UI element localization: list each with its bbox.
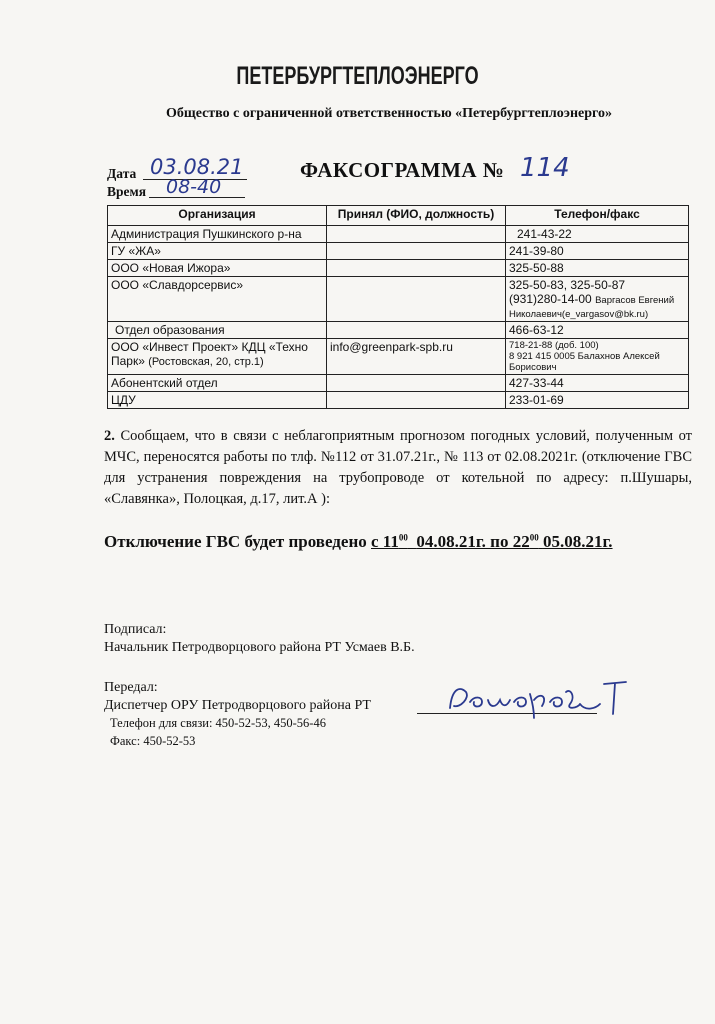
cell-org: ГУ «ЖА» xyxy=(108,243,327,260)
contact-fax: Факс: 450-52-53 xyxy=(110,734,196,748)
contact-phone: Телефон для связи: 450-52-53, 450-56-46 xyxy=(110,716,326,730)
time-value: 08-40 xyxy=(166,176,222,198)
cell-phone xyxy=(506,277,689,322)
cell-received xyxy=(327,392,506,409)
shutdown-notice xyxy=(104,532,613,552)
cell-received xyxy=(327,277,506,322)
transmitted-label: Передал: xyxy=(104,680,158,695)
table-row xyxy=(108,260,689,277)
signed-person: Начальник Петродворцового района РТ Усмаев В.Б. xyxy=(104,640,415,655)
cell-phone: 427-33-44 xyxy=(506,375,689,392)
fax-number: 114 xyxy=(520,153,570,183)
notice-period xyxy=(371,532,613,551)
cell-org xyxy=(108,322,327,339)
phone-value: 325-50-83, 325-50-87 xyxy=(509,278,626,292)
transmitted-person: Диспетчер ОРУ Петродворцового района РТ xyxy=(104,698,371,713)
signed-label: Подписал: xyxy=(104,622,167,637)
phone-mobile: (931)280-14-00 xyxy=(509,292,592,306)
table-header-row xyxy=(108,206,689,226)
time-label: Время xyxy=(107,184,147,199)
phone-value: 241-43-22 xyxy=(517,227,572,241)
notice-to-minutes: 00 xyxy=(529,532,539,543)
cell-received xyxy=(327,260,506,277)
cell-org: ООО «Славдорсервис» xyxy=(108,277,327,322)
company-logo: ПЕТЕРБУРГТЕПЛОЭНЕРГО xyxy=(236,62,479,90)
fax-title: ФАКСОГРАММА № xyxy=(300,158,505,182)
cell-org: ООО «Новая Ижора» xyxy=(108,260,327,277)
notice-prefix: Отключение ГВС будет проведено xyxy=(104,532,367,551)
header-received: Принял (ФИО, должность) xyxy=(327,206,506,226)
cell-phone xyxy=(506,339,689,375)
cell-phone: 466-63-12 xyxy=(506,322,689,339)
cell-received xyxy=(327,322,506,339)
cell-phone: 241-39-80 xyxy=(506,243,689,260)
cell-phone: 325-50-88 xyxy=(506,260,689,277)
table-row xyxy=(108,226,689,243)
org-value: ООО «Инвест Проект» КДЦ «Техно Парк» xyxy=(111,340,308,368)
table-row xyxy=(108,339,689,375)
organization-name: Общество с ограниченной ответственностью «Петербургтеплоэнерго» xyxy=(166,106,613,121)
notice-from-minutes: 00 xyxy=(398,532,408,543)
cell-received: info@greenpark-spb.ru xyxy=(327,339,506,375)
org-address: (Ростовская, 20, стр.1) xyxy=(148,356,264,368)
table-row xyxy=(108,392,689,409)
cell-org: Администрация Пушкинского р-на xyxy=(108,226,327,243)
table-row xyxy=(108,277,689,322)
table-row xyxy=(108,375,689,392)
item-number: 2. xyxy=(104,428,115,444)
message-text: Сообщаем, что в связи с неблагоприятным прогнозом погодных условий, полученным от МЧС, переносятся работы по тлф. №112 от 31.07.21г., № 113 от 02.08.2021г. (отключение ГВС для устранения повреждения на трубопроводе от котельной по адресу: п.Шушары, «Славянка», Полоцкая, д.17, лит.А ): xyxy=(104,428,693,507)
notice-to-date: 05.08.21г. xyxy=(542,532,613,551)
date-value: 03.08.21 xyxy=(150,155,244,179)
phone-value: 718-21-88 (доб. 100) xyxy=(509,340,599,351)
handwritten-signature xyxy=(430,678,630,722)
table-row xyxy=(108,322,689,339)
contact-person: Варгасов Евгений Николаевич(e_vargasov@bk.ru) xyxy=(509,295,675,320)
message-body xyxy=(104,426,692,510)
distribution-table xyxy=(107,205,689,409)
phone-extra xyxy=(509,292,685,320)
date-label: Дата xyxy=(107,166,137,181)
notice-from: с 11 xyxy=(371,532,399,551)
cell-org xyxy=(108,339,327,375)
cell-phone xyxy=(506,226,689,243)
notice-range: 04.08.21г. по 22 xyxy=(416,532,530,551)
cell-received xyxy=(327,243,506,260)
cell-received xyxy=(327,226,506,243)
header-phone: Телефон/факс xyxy=(506,206,689,226)
org-value: Отдел образования xyxy=(115,323,225,337)
cell-received xyxy=(327,375,506,392)
cell-org: ЦДУ xyxy=(108,392,327,409)
contact-person: 8 921 415 0005 Балахнов Алексей Борисович xyxy=(509,351,660,373)
cell-phone: 233-01-69 xyxy=(506,392,689,409)
cell-org: Абонентский отдел xyxy=(108,375,327,392)
table-row xyxy=(108,243,689,260)
header-organization: Организация xyxy=(108,206,327,226)
